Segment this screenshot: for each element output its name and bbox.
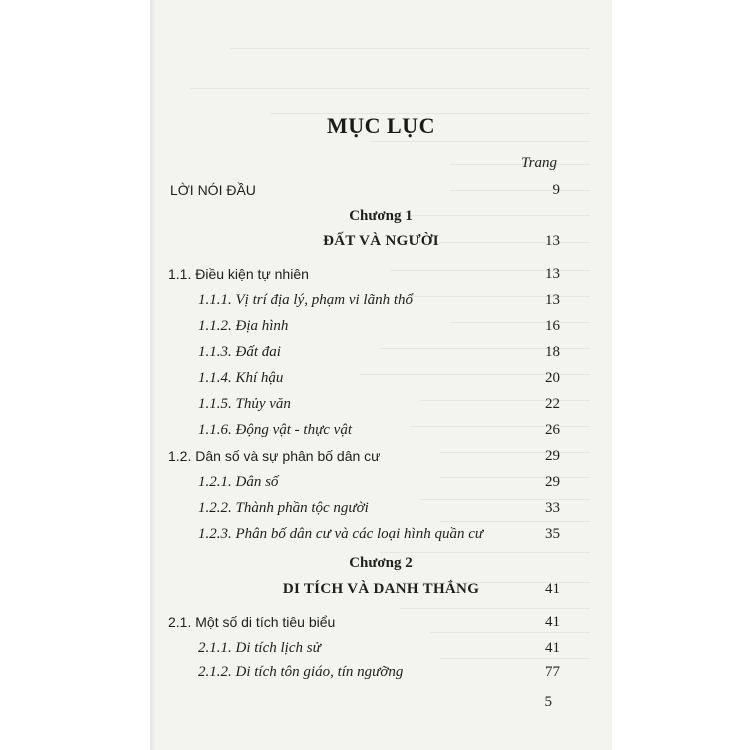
toc-label: 1.1.3. Đất đai [198,344,281,360]
toc-page: 26 [545,422,560,438]
toc-entry-subsection [150,315,612,337]
toc-label: 1.2.3. Phân bố dân cư và các loại hình quần cư [198,526,484,542]
toc-page: 29 [545,474,560,490]
toc-label: 1.1.1. Vị trí địa lý, phạm vi lãnh thổ [198,292,413,308]
toc-label: 2.1. Một số di tích tiêu biểu [168,614,336,630]
toc-page: 18 [545,344,560,360]
toc-label: 1.1.6. Động vật - thực vật [198,422,352,438]
chapter-heading: Chương 2 [349,555,413,571]
toc-label: 1.2.2. Thành phần tộc người [198,500,369,516]
chapter-title: ĐẤT VÀ NGƯỜI [323,233,439,249]
toc-entry-subsection [150,341,612,363]
chapter-heading: Chương 1 [349,208,413,224]
toc-entry-chapter-title [150,578,612,600]
toc-label: 1.1. Điều kiện tự nhiên [168,266,309,282]
toc-page: 13 [545,233,560,249]
toc-entry-subsection [150,471,612,493]
toc-label: 1.2.1. Dân số [198,474,279,490]
toc-page: 9 [552,182,560,198]
toc-page: 29 [545,448,560,464]
toc-page: 33 [545,500,560,516]
toc-entry-section [150,611,612,633]
toc-label: 2.1.1. Di tích lịch sử [198,640,321,656]
toc-entry-section [150,263,612,285]
toc-entry-subsection [150,661,612,683]
toc-label: 1.1.4. Khí hậu [198,370,284,386]
toc-page: 16 [545,318,560,334]
toc-label: 1.1.5. Thủy văn [198,396,291,412]
toc-label: 2.1.2. Di tích tôn giáo, tín ngưỡng [198,664,404,680]
toc-page: 41 [545,581,560,597]
page-title: MỤC LỤC [327,113,435,138]
page-column-label: Trang [521,155,557,171]
page-edge-shadow [150,0,156,750]
toc-entry-subsection [150,367,612,389]
toc-entry-subsection [150,289,612,311]
toc-page: 35 [545,526,560,542]
toc-label: 1.1.2. Địa hình [198,318,289,334]
toc-page: 41 [545,640,560,656]
toc-entry-chapter-title [150,230,612,252]
toc-label: 1.2. Dân số và sự phân bố dân cư [168,448,381,464]
toc-page: 41 [545,614,560,630]
book-page [150,0,612,750]
toc-page: 13 [545,292,560,308]
toc-label: LỜI NÓI ĐẦU [170,182,256,198]
toc-entry-front [150,179,612,201]
toc-entry-section [150,445,612,467]
page-number: 5 [544,694,552,710]
toc-entry-subsection [150,497,612,519]
toc-page: 22 [545,396,560,412]
toc-entry-subsection [150,393,612,415]
toc-entry-subsection [150,419,612,441]
toc-entry-subsection [150,523,612,545]
toc-page: 20 [545,370,560,386]
chapter-title: DI TÍCH VÀ DANH THẮNG [282,581,480,597]
toc-page: 13 [545,266,560,282]
toc-entry-subsection [150,637,612,659]
toc-page: 77 [545,664,560,680]
